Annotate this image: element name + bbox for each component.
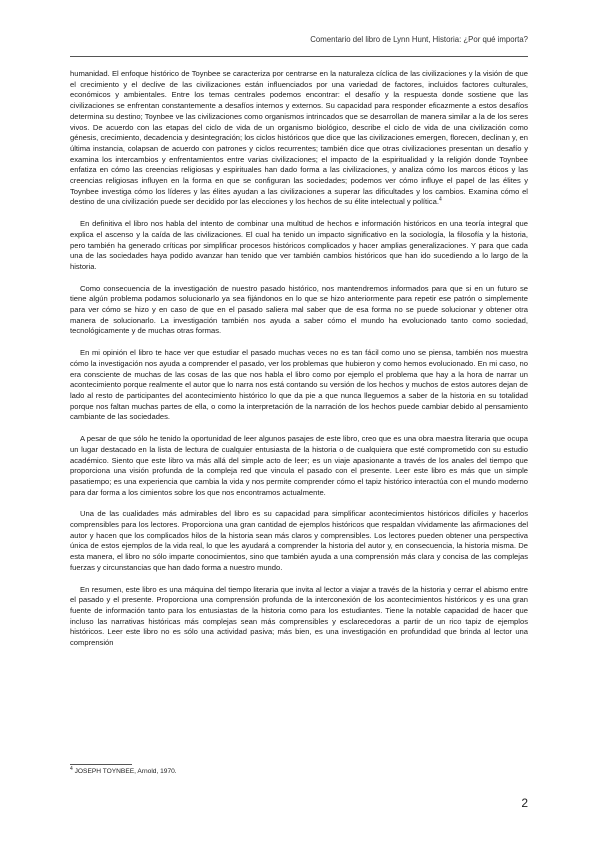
paragraph-investigation: Como consecuencia de la investigación de nuestro pasado histórico, nos mantendremos informados para que si en un futuro se tiene algún problema podamos solucionarlo ya sea fijándonos en lo que se hizo anteriormente para repetir ese patrón o simplemente para ver cómo se hizo y en caso de que en el pasado saliera mal saber que de esa forma no se puede solucionar y obtener otra manera de solucionarlo. La investigación también nos ayuda a saber cómo el mundo ha evolucionado tanto como sociedad, tecnológicamente y de muchas otras formas. <box>70 283 528 336</box>
paragraph-toynbee-themes <box>70 69 528 208</box>
footnote-text: JOSEPH TOYNBEE, Arnold, 1970. <box>74 768 177 775</box>
paragraph-masterpiece: A pesar de que sólo he tenido la oportunidad de leer algunos pasajes de este libro, creo que es una obra maestra literaria que ocupa un lugar destacado en la lista de lectura de cualquier entusiasta de la historia o de cualquiera que esté comprometido con su estudio académico. Siento que este libro va más allá del simple acto de leer; es un viaje apasionante a través de los anales del tiempo que proporciona una visión profunda de la compleja red que vincula el pasado con el presente. Leer este libro es más que un simple pasatiempo; es una experiencia que cambia la vida y nos permite comprender cómo el tapiz histórico interactúa con el mundo moderno para dar forma a los cimientos sobre los que nos encontramos actualmente. <box>70 434 528 497</box>
body-text <box>70 69 528 660</box>
paragraph-opinion: En mi opinión el libro te hace ver que estudiar el pasado muchas veces no es tan fácil como uno se piensa, también nos muestra cómo la investigación nos ayuda a comprender el pasado, ver los problemas que hubieron y como hemos evolucionado. En mi caso, no era consciente de muchas de las cosas de las que nos habla el libro como por ejemplo el problema que hay a la hora de narrar un acontecimiento porque realmente el autor que lo narra nos está contando su versión de los hechos y muchos de estos autores dejan de lado al resto de participantes del acontecimiento histórico lo que da pie a que nunca lleguemos a saber de la historia en su totalidad porque nos faltan muchas partes de ella, o como la interpretación de la narración de los hechos puede cambiar debido al pensamiento cambiante de las sociedades. <box>70 348 528 422</box>
paragraph-summary: En definitiva el libro nos habla del intento de combinar una multitud de hechos e información históricos en una teoría integral que explica el ascenso y la caída de las civilizaciones. El cual ha tenido un impacto significativo en la sociología, la filosofía y la historia, pero también ha generado críticas por simplificar procesos históricos complicados y hacer amplias generalizaciones. Y para que cada una de las sociedades haya podido avanzar han tenido que ver también cambios históricos que han ido sucediendo a lo largo de la historia. <box>70 219 528 271</box>
paragraph-text: humanidad. El enfoque histórico de Toynbee se caracteriza por centrarse en la naturaleza cíclica de las civilizaciones y la visión de que el crecimiento y el declive de las civilizaciones están influenciados por una variedad de factores, incluidos factores culturales, económicos y ambientales. Entre los temas centrales podemos encontrar: el desafío y la respuesta donde sostiene que las civilizaciones se enfrentan constantemente a desafíos internos y externos. Su capacidad para responder eficazmente a estos desafíos determina su destino; Toynbee ve las civilizaciones como organismos intrincados que se desarrollan de manera similar a la de los seres vivos. De acuerdo con las etapas del ciclo de vida de un organismo biológico, describe el ciclo de vida de una civilización como génesis, crecimiento, decadencia y desintegración; los ciclos históricos que dice que las civilizaciones emergen, florecen, declinan y, en última instancia, colapsan de acuerdo con patrones y ciclos recurrentes; también dice que otras civilizaciones presentan un desafío y examina los intercambios y enfrentamientos entre varias civilizaciones; el impacto de la espiritualidad y la religión donde Toynbee enfatiza en cómo las creencias religiosas y espirituales han dado forma a las civilizaciones, y analiza cómo los marcos éticos y las creencias religiosas influyen en la forma en que se configuran las sociedades; podemos ver cómo influye el papel de las élites y Toynbee investiga cómo los líderes y las élites ayudan a las civilizaciones a superar las dificultades y los cambios. Examina cómo el destino de una civilización puede ser decidido por las elecciones y los hechos de su élite intelectual y política. <box>70 69 528 207</box>
paragraph-qualities: Una de las cualidades más admirables del libro es su capacidad para simplificar acontecimientos históricos difíciles y hacerlos comprensibles para los lectores. Proporciona una gran cantidad de ejemplos históricos que respaldan vívidamente las afirmaciones del autor y hacen que los complicados hilos de la historia sean más claros y comprensibles. Los lectores pueden obtener una perspectiva única de estos ejemplos de la vida real, lo que les ayudará a comprender la historia del autor y, en consecuencia, la historia misma. De esta manera, el libro no sólo imparte conocimientos, sino que también ayuda a una comprensión más clara y concisa de las complejas fuerzas y circunstancias que han dado forma a nuestro mundo. <box>70 509 528 572</box>
footnote <box>70 765 177 775</box>
footnote-divider <box>70 764 132 765</box>
page-number: 2 <box>521 796 528 810</box>
footnote-marker: 4 <box>70 765 73 772</box>
paragraph-conclusion: En resumen, este libro es una máquina del tiempo literaria que invita al lector a viajar a través de la historia y cerrar el abismo entre el pasado y el presente. Proporciona una comprensión profunda de la interconexión de los acontecimientos históricos y es una gran fuente de información tanto para los entusiastas de la historia como para los estudiantes. Tiene la notable capacidad de hacer que incluso las narrativas históricas más complejas sean más comprensibles y esclarecedoras a partir de un rico tapiz de ejemplos históricos. Leer este libro no es sólo una actividad pasiva; más bien, es una investigación en profundidad que brinda al lector una comprensión <box>70 584 528 648</box>
running-header: Comentario del libro de Lynn Hunt, Historia: ¿Por qué importa? <box>310 35 528 44</box>
header-divider <box>70 56 528 57</box>
footnote-reference[interactable]: 4 <box>438 196 442 203</box>
